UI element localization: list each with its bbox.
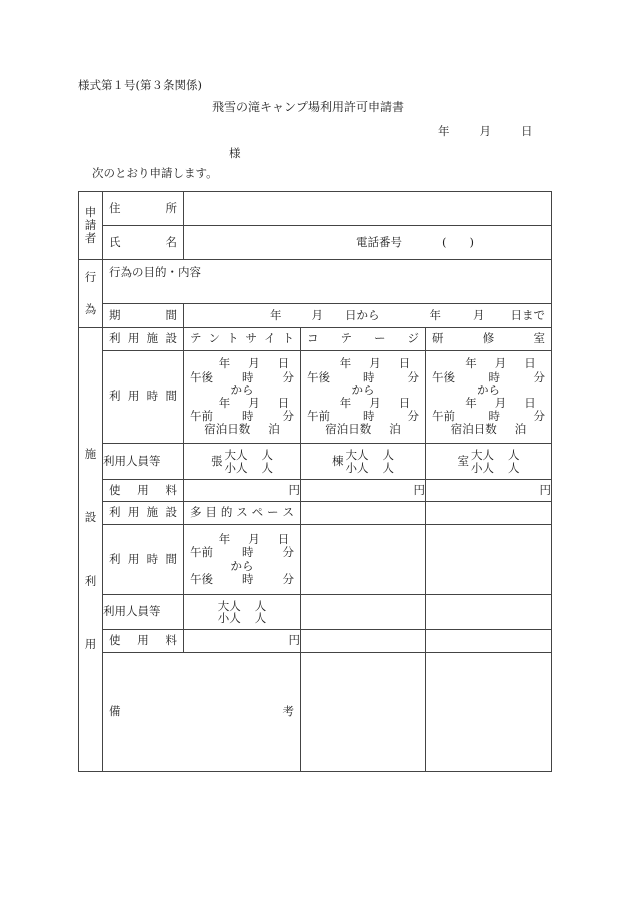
address-label: 住 所: [103, 192, 184, 226]
facility-label-2: 利 用 施 設: [103, 502, 184, 525]
lab-fee-field[interactable]: 円: [426, 480, 552, 502]
blank-cell: [301, 502, 426, 525]
multipurpose-fee-field[interactable]: 円: [184, 630, 301, 653]
people-label: 利用人員等: [103, 444, 184, 480]
phone-field[interactable]: ( ): [442, 234, 474, 249]
lab-time-field[interactable]: 年 月 日 午後 時 分 から 年 月 日 午前 時 分 宿泊日数 泊: [426, 351, 552, 444]
date-line: 年 月 日: [438, 124, 533, 138]
blank-cell: [301, 525, 426, 595]
fee-label-2: 使 用 料: [103, 630, 184, 653]
blank-cell: [426, 595, 552, 630]
period-label: 期 間: [103, 304, 184, 328]
remarks-field-1[interactable]: [301, 653, 426, 772]
multipurpose-people-field[interactable]: 大人 人 小人 人: [184, 595, 301, 630]
lab-people-field[interactable]: 室 大人 人 小人 人: [426, 444, 552, 480]
applicant-group-label: 申 請 者: [79, 192, 103, 260]
cottage-label: コ テ ー ジ: [301, 328, 426, 351]
facility-group-label: 施 設 利 用: [79, 328, 103, 772]
phone-label: 電話番号: [356, 234, 402, 249]
blank-cell: [301, 630, 426, 653]
address-field[interactable]: [184, 192, 552, 226]
blank-cell: [426, 502, 552, 525]
blank-cell: [301, 595, 426, 630]
time-label: 利 用 時 間: [103, 351, 184, 444]
tent-time-field[interactable]: 年 月 日 午後 時 分 から 年 月 日 午前 時 分 宿泊日数 泊: [184, 351, 301, 444]
period-field[interactable]: 年 月 日から 年 月 日まで: [184, 304, 552, 328]
time-label-2: 利 用 時 間: [103, 525, 184, 595]
cottage-fee-field[interactable]: 円: [301, 480, 426, 502]
people-label-2: 利用人員等: [103, 595, 184, 630]
remarks-field-2[interactable]: [426, 653, 552, 772]
tent-fee-field[interactable]: 円: [184, 480, 301, 502]
blank-cell: [426, 630, 552, 653]
facility-label: 利 用 施 設: [103, 328, 184, 351]
remarks-label: 備 考: [103, 653, 301, 772]
lab-label: 研 修 室: [426, 328, 552, 351]
multipurpose-space-label: 多 目 的 ス ペ ー ス: [184, 502, 301, 525]
purpose-field[interactable]: [103, 260, 552, 304]
addressee: 様: [229, 146, 241, 160]
purpose-label: 行為の目的・内容: [109, 265, 201, 279]
name-field[interactable]: [184, 226, 552, 260]
cottage-people-field[interactable]: 棟 大人 人 小人 人: [301, 444, 426, 480]
fee-label: 使 用 料: [103, 480, 184, 502]
act-group-label: 行 為: [79, 260, 103, 328]
application-form-table: [78, 191, 552, 772]
tent-people-field[interactable]: 張 大人 人 小人 人: [184, 444, 301, 480]
name-label: 氏 名: [103, 226, 184, 260]
blank-cell: [426, 525, 552, 595]
form-number: 様式第１号(第３条関係): [78, 78, 202, 92]
multipurpose-time-field[interactable]: 年 月 日 午前 時 分 から 午後 時 分: [184, 525, 301, 595]
cottage-time-field[interactable]: 年 月 日 午後 時 分 から 年 月 日 午前 時 分 宿泊日数 泊: [301, 351, 426, 444]
intro-text: 次のとおり申請します。: [92, 166, 218, 180]
form-title: 飛雪の滝キャンプ場利用許可申請書: [212, 100, 405, 114]
tent-site-label: テ ン ト サ イ ト: [184, 328, 301, 351]
